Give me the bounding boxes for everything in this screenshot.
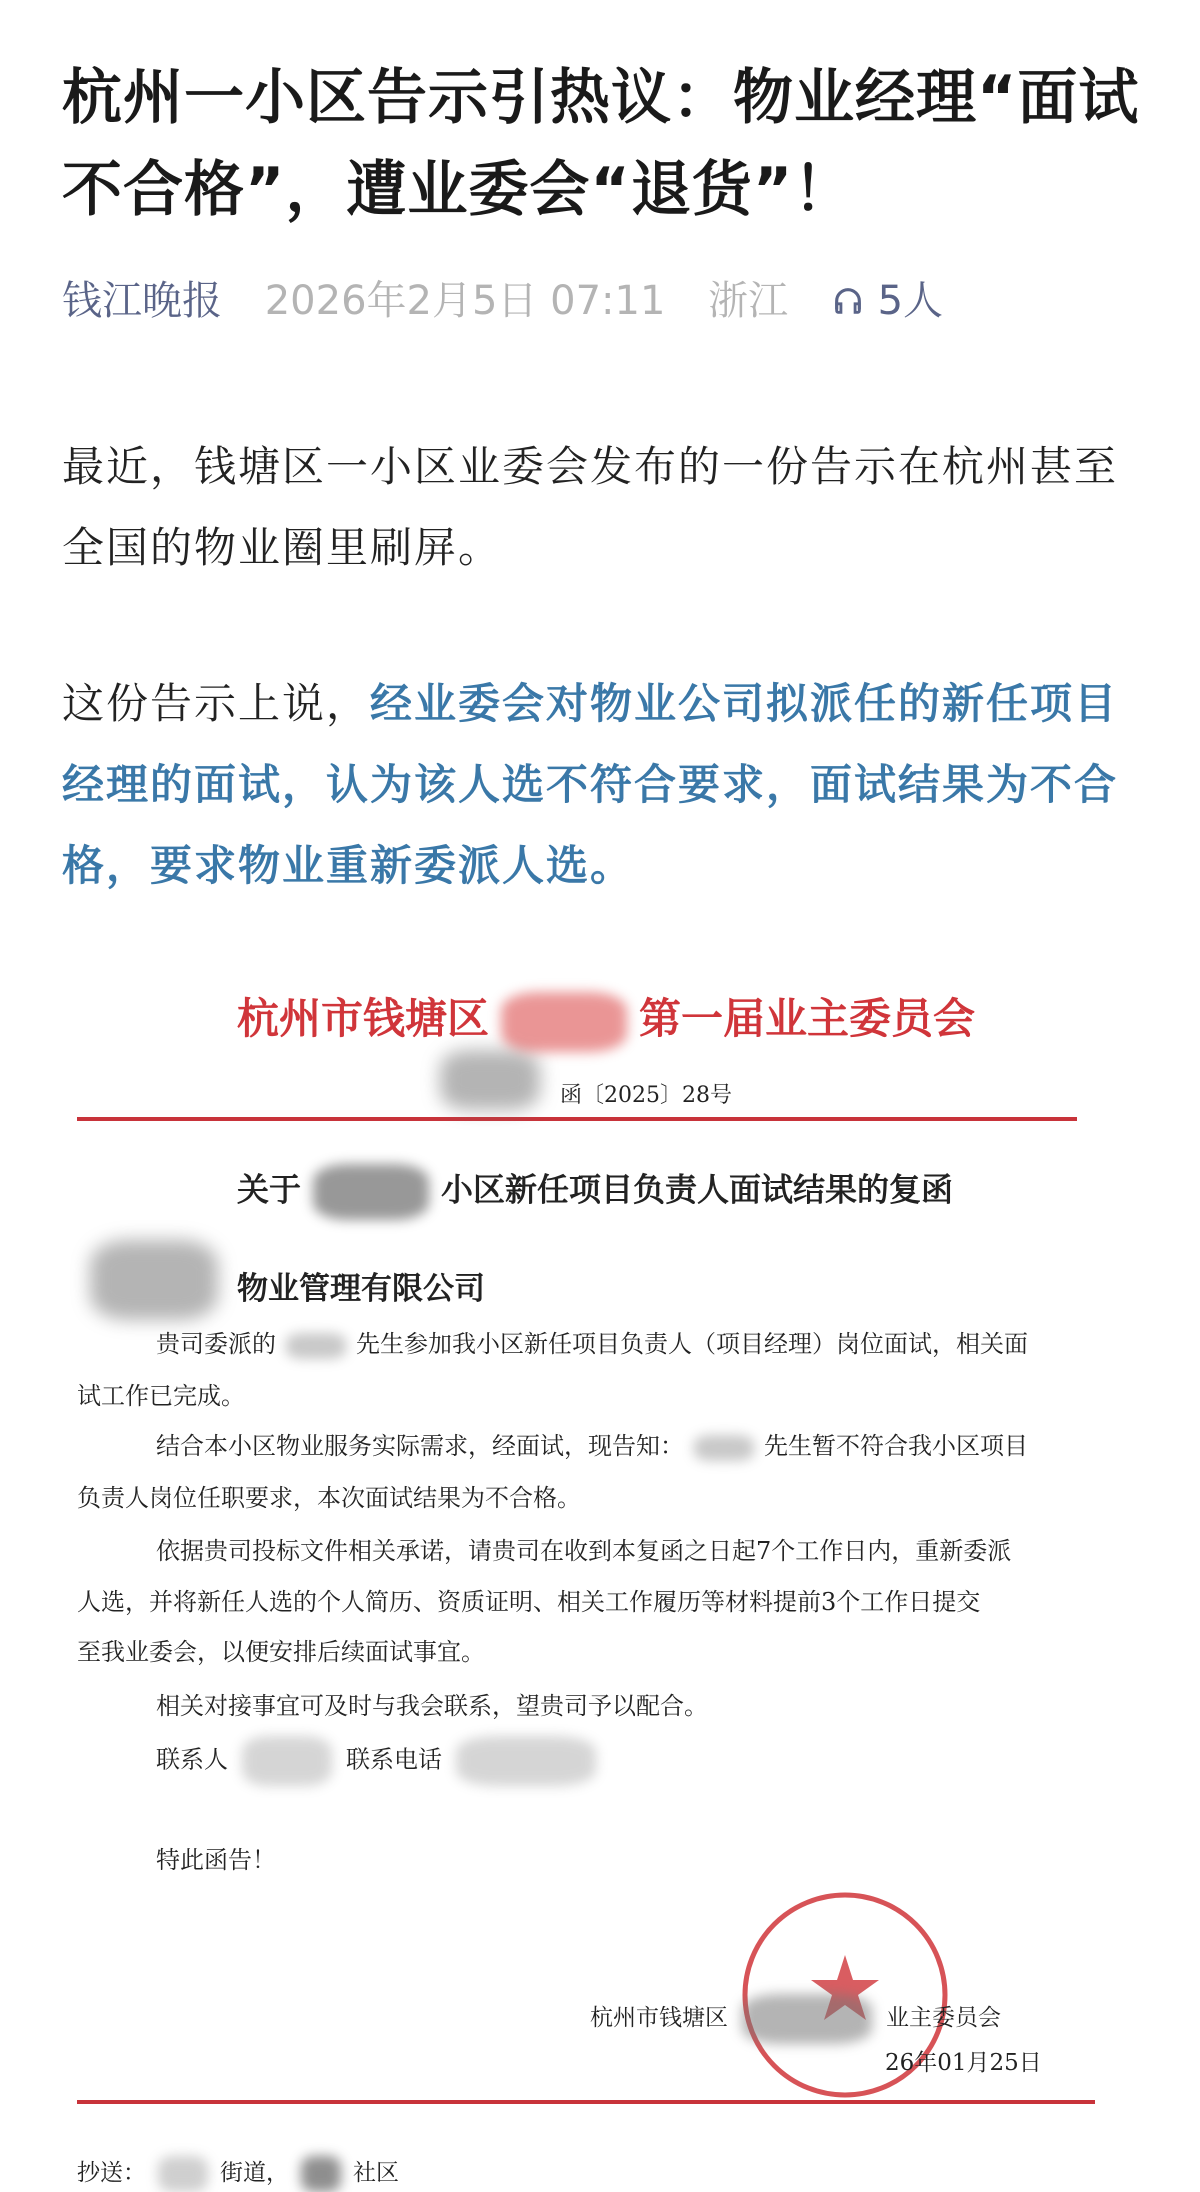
doc-header [237, 986, 975, 1052]
doc-date: 26年01月25日 [885, 2050, 1042, 2076]
doc-body-line [77, 1376, 245, 1411]
redaction [90, 1240, 218, 1320]
doc-subject [237, 1164, 953, 1220]
redaction [313, 1164, 429, 1220]
doc-body-line [156, 1426, 1028, 1461]
line-text: 人选，并将新任人选的个人简历、资质证明、相关工作履历等材料提前3个工作日提交 [77, 1588, 981, 1616]
cc-label: 抄送： [77, 2160, 146, 2186]
cc-line [77, 2154, 399, 2192]
doc-body-line [77, 1478, 581, 1513]
doc-addressee: 物业管理有限公司 [237, 1271, 485, 1307]
paragraph-2-highlight: 经业委会对物业公司拟派任的新任项目经理的面试，认为该人选不符合要求，面试结果为不合格，要求物业重新委派人选。 [62, 679, 1119, 890]
paragraph-2-prefix: 这份告示上说， [62, 679, 371, 728]
article-title: 杭州一小区告示引热议：物业经理“面试不合格”，遭业委会“退货”！ [62, 63, 1140, 225]
line-text: 负责人岗位任职要求，本次面试结果为不合格。 [77, 1484, 581, 1512]
doc-closing: 特此函告！ [156, 1846, 276, 1874]
contact-phone-label: 联系电话 [346, 1745, 442, 1774]
region: 浙江 [708, 278, 789, 324]
subject-prefix: 关于 [237, 1170, 302, 1209]
doc-body-line [156, 1531, 1011, 1566]
line-text: 至我业委会，以便安排后续面试事宜。 [77, 1638, 485, 1666]
source-link[interactable]: 钱江晚报 [62, 278, 222, 324]
doc-header-right: 第一届业主委员会 [639, 994, 976, 1043]
doc-body-line [77, 1582, 980, 1617]
headphones-icon [831, 284, 865, 318]
listener-count: 5人 [877, 278, 944, 324]
signature-left: 杭州市钱塘区 [590, 2005, 728, 2031]
redaction [242, 1736, 332, 1786]
line-text: 依据贵司投标文件相关承诺，请贵司在收到本复函之日起7个工作日内，重新委派 [156, 1537, 1012, 1565]
redaction [694, 1435, 754, 1461]
doc-number: 函〔2025〕28号 [560, 1083, 732, 1108]
doc-body-line [156, 1324, 1028, 1359]
article-meta [62, 276, 973, 326]
doc-body-line [156, 1686, 708, 1721]
line-text: 先生暂不符合我小区项目 [764, 1432, 1028, 1460]
notice-document-image [0, 960, 1200, 2191]
subject-suffix: 小区新任项目负责人面试结果的复函 [441, 1170, 954, 1209]
publish-time: 2026年2月5日 07:11 [264, 278, 666, 324]
redaction [286, 1333, 346, 1359]
redaction [158, 2156, 208, 2192]
contact-line [156, 1736, 610, 1786]
signature-right: 业主委员会 [886, 2005, 1001, 2031]
line-text: 相关对接事宜可及时与我会联系，望贵司予以配合。 [156, 1692, 708, 1720]
redaction [501, 992, 627, 1052]
cc-street: 街道， [220, 2160, 289, 2186]
paragraph-1: 最近，钱塘区一小区业委会发布的一份告示在杭州甚至全国的物业圈里刷屏。 [62, 442, 1119, 572]
redaction [456, 1736, 596, 1786]
doc-body-line [77, 1632, 485, 1667]
paragraph-2 [62, 663, 1142, 906]
redaction [301, 2156, 341, 2192]
doc-header-left: 杭州市钱塘区 [237, 994, 490, 1043]
line-text: 试工作已完成。 [77, 1382, 245, 1410]
line-text: 先生参加我小区新任项目负责人（项目经理）岗位面试，相关面 [356, 1330, 1028, 1358]
redaction [742, 1994, 872, 2044]
cc-community: 社区 [353, 2160, 399, 2186]
redaction [440, 1050, 540, 1110]
line-text: 贵司委派的 [156, 1330, 276, 1358]
contact-person-label: 联系人 [156, 1745, 228, 1774]
doc-top-rule [77, 1117, 1077, 1121]
signature [590, 1994, 1001, 2044]
line-text: 结合本小区物业服务实际需求，经面试，现告知： [156, 1432, 684, 1460]
listen-button[interactable] [831, 278, 943, 324]
